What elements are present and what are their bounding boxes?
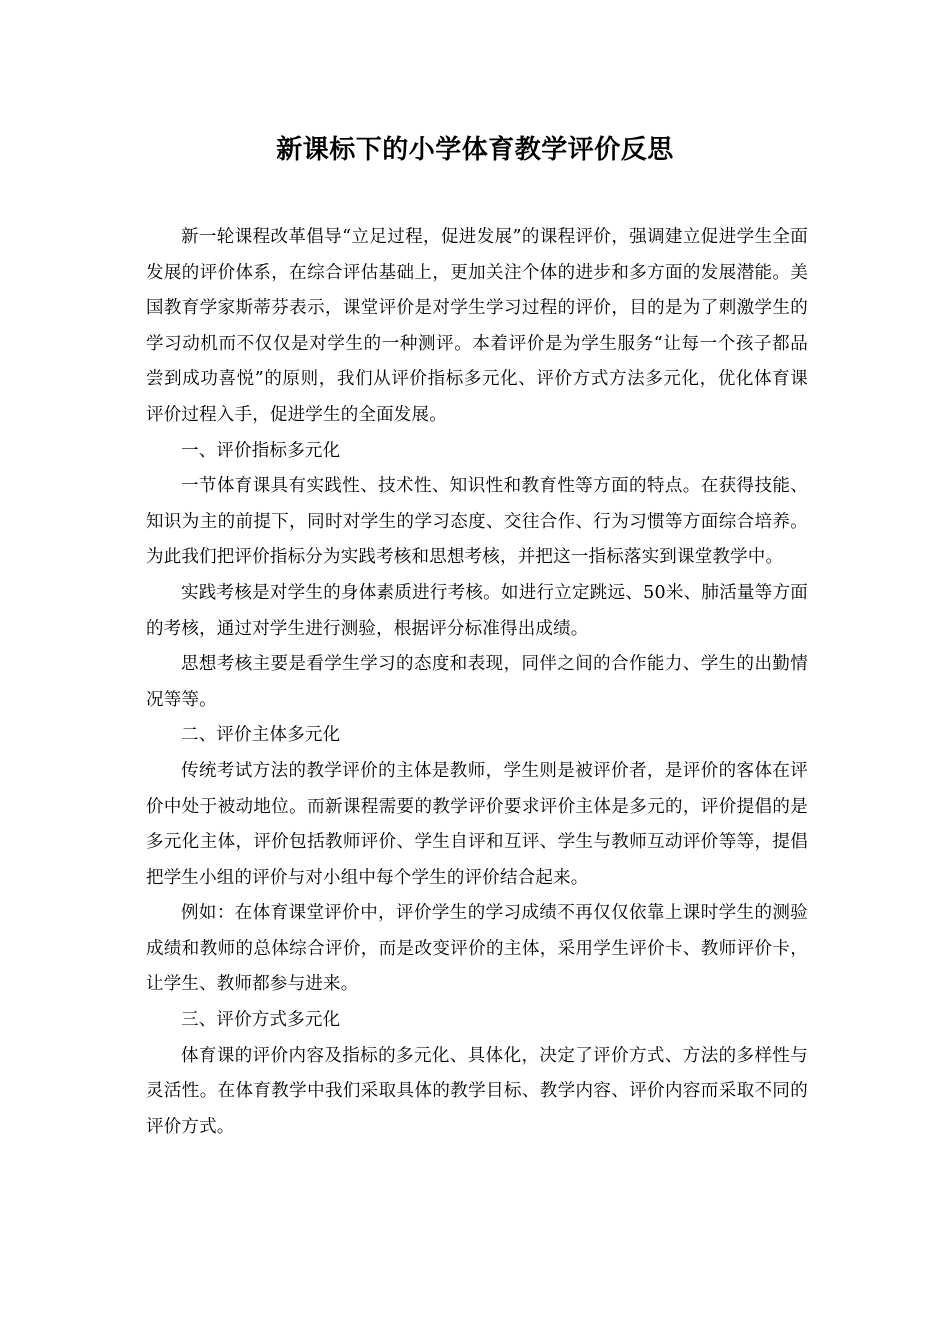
section-1-paragraph-1: 一节体育课具有实践性、技术性、知识性和教育性等方面的特点。在获得技能、知识为主的前提下，同时对学生的学习态度、交往合作、行为习惯等方面综合培养。为此我们把评价指标分为实践考核和思想考核，并把这一指标落实到课堂教学中。 [146,476,808,568]
document-body [146,220,808,1145]
document-title: 新课标下的小学体育教学评价反思 [276,135,674,165]
section-2-paragraph-1: 传统考试方法的教学评价的主体是教师，学生则是被评价者，是评价的客体在评价中处于被动地位。而新课程需要的教学评价要求评价主体是多元的，评价提倡的是多元化主体，评价包括教师评价、学生自评和互评、学生与教师互动评价等等，提倡把学生小组的评价与对小组中每个学生的评价结合起来。 [146,760,808,888]
section-2-paragraph-2: 例如：在体育课堂评价中，评价学生的学习成绩不再仅仅依靠上课时学生的测验成绩和教师的总体综合评价，而是改变评价的主体，采用学生评价卡、教师评价卡，让学生、教师都参与进来。 [146,903,808,995]
section-1-paragraph-2: 实践考核是对学生的身体素质进行考核。如进行立定跳远、50米、肺活量等方面的考核，通过对学生进行测验，根据评分标准得出成绩。 [146,582,808,639]
section-1-paragraph-3: 思想考核主要是看学生学习的态度和表现，同伴之间的合作能力、学生的出勤情况等等。 [146,654,808,710]
intro-paragraph: 新一轮课程改革倡导“立足过程，促进发展”的课程评价，强调建立促进学生全面发展的评价体系，在综合评估基础上，更加关注个体的进步和多方面的发展潜能。美国教育学家斯蒂芬表示，课堂评价是对学生学习过程的评价，目的是为了刺激学生的学习动机而不仅仅是对学生的一种测评。本着评价是为学生服务“让每一个孩子都品尝到成功喜悦”的原则，我们从评价指标多元化、评价方式方法多元化，优化体育课评价过程入手，促进学生的全面发展。 [146,227,808,425]
section-heading-2: 二、评价主体多元化 [181,725,341,746]
section-heading-1: 一、评价指标多元化 [181,440,341,461]
section-heading-3: 三、评价方式多元化 [181,1010,341,1031]
section-3-paragraph-1: 体育课的评价内容及指标的多元化、具体化，决定了评价方式、方法的多样性与灵活性。在体育教学中我们采取具体的教学目标、教学内容、评价内容而采取不同的评价方式。 [146,1045,808,1137]
